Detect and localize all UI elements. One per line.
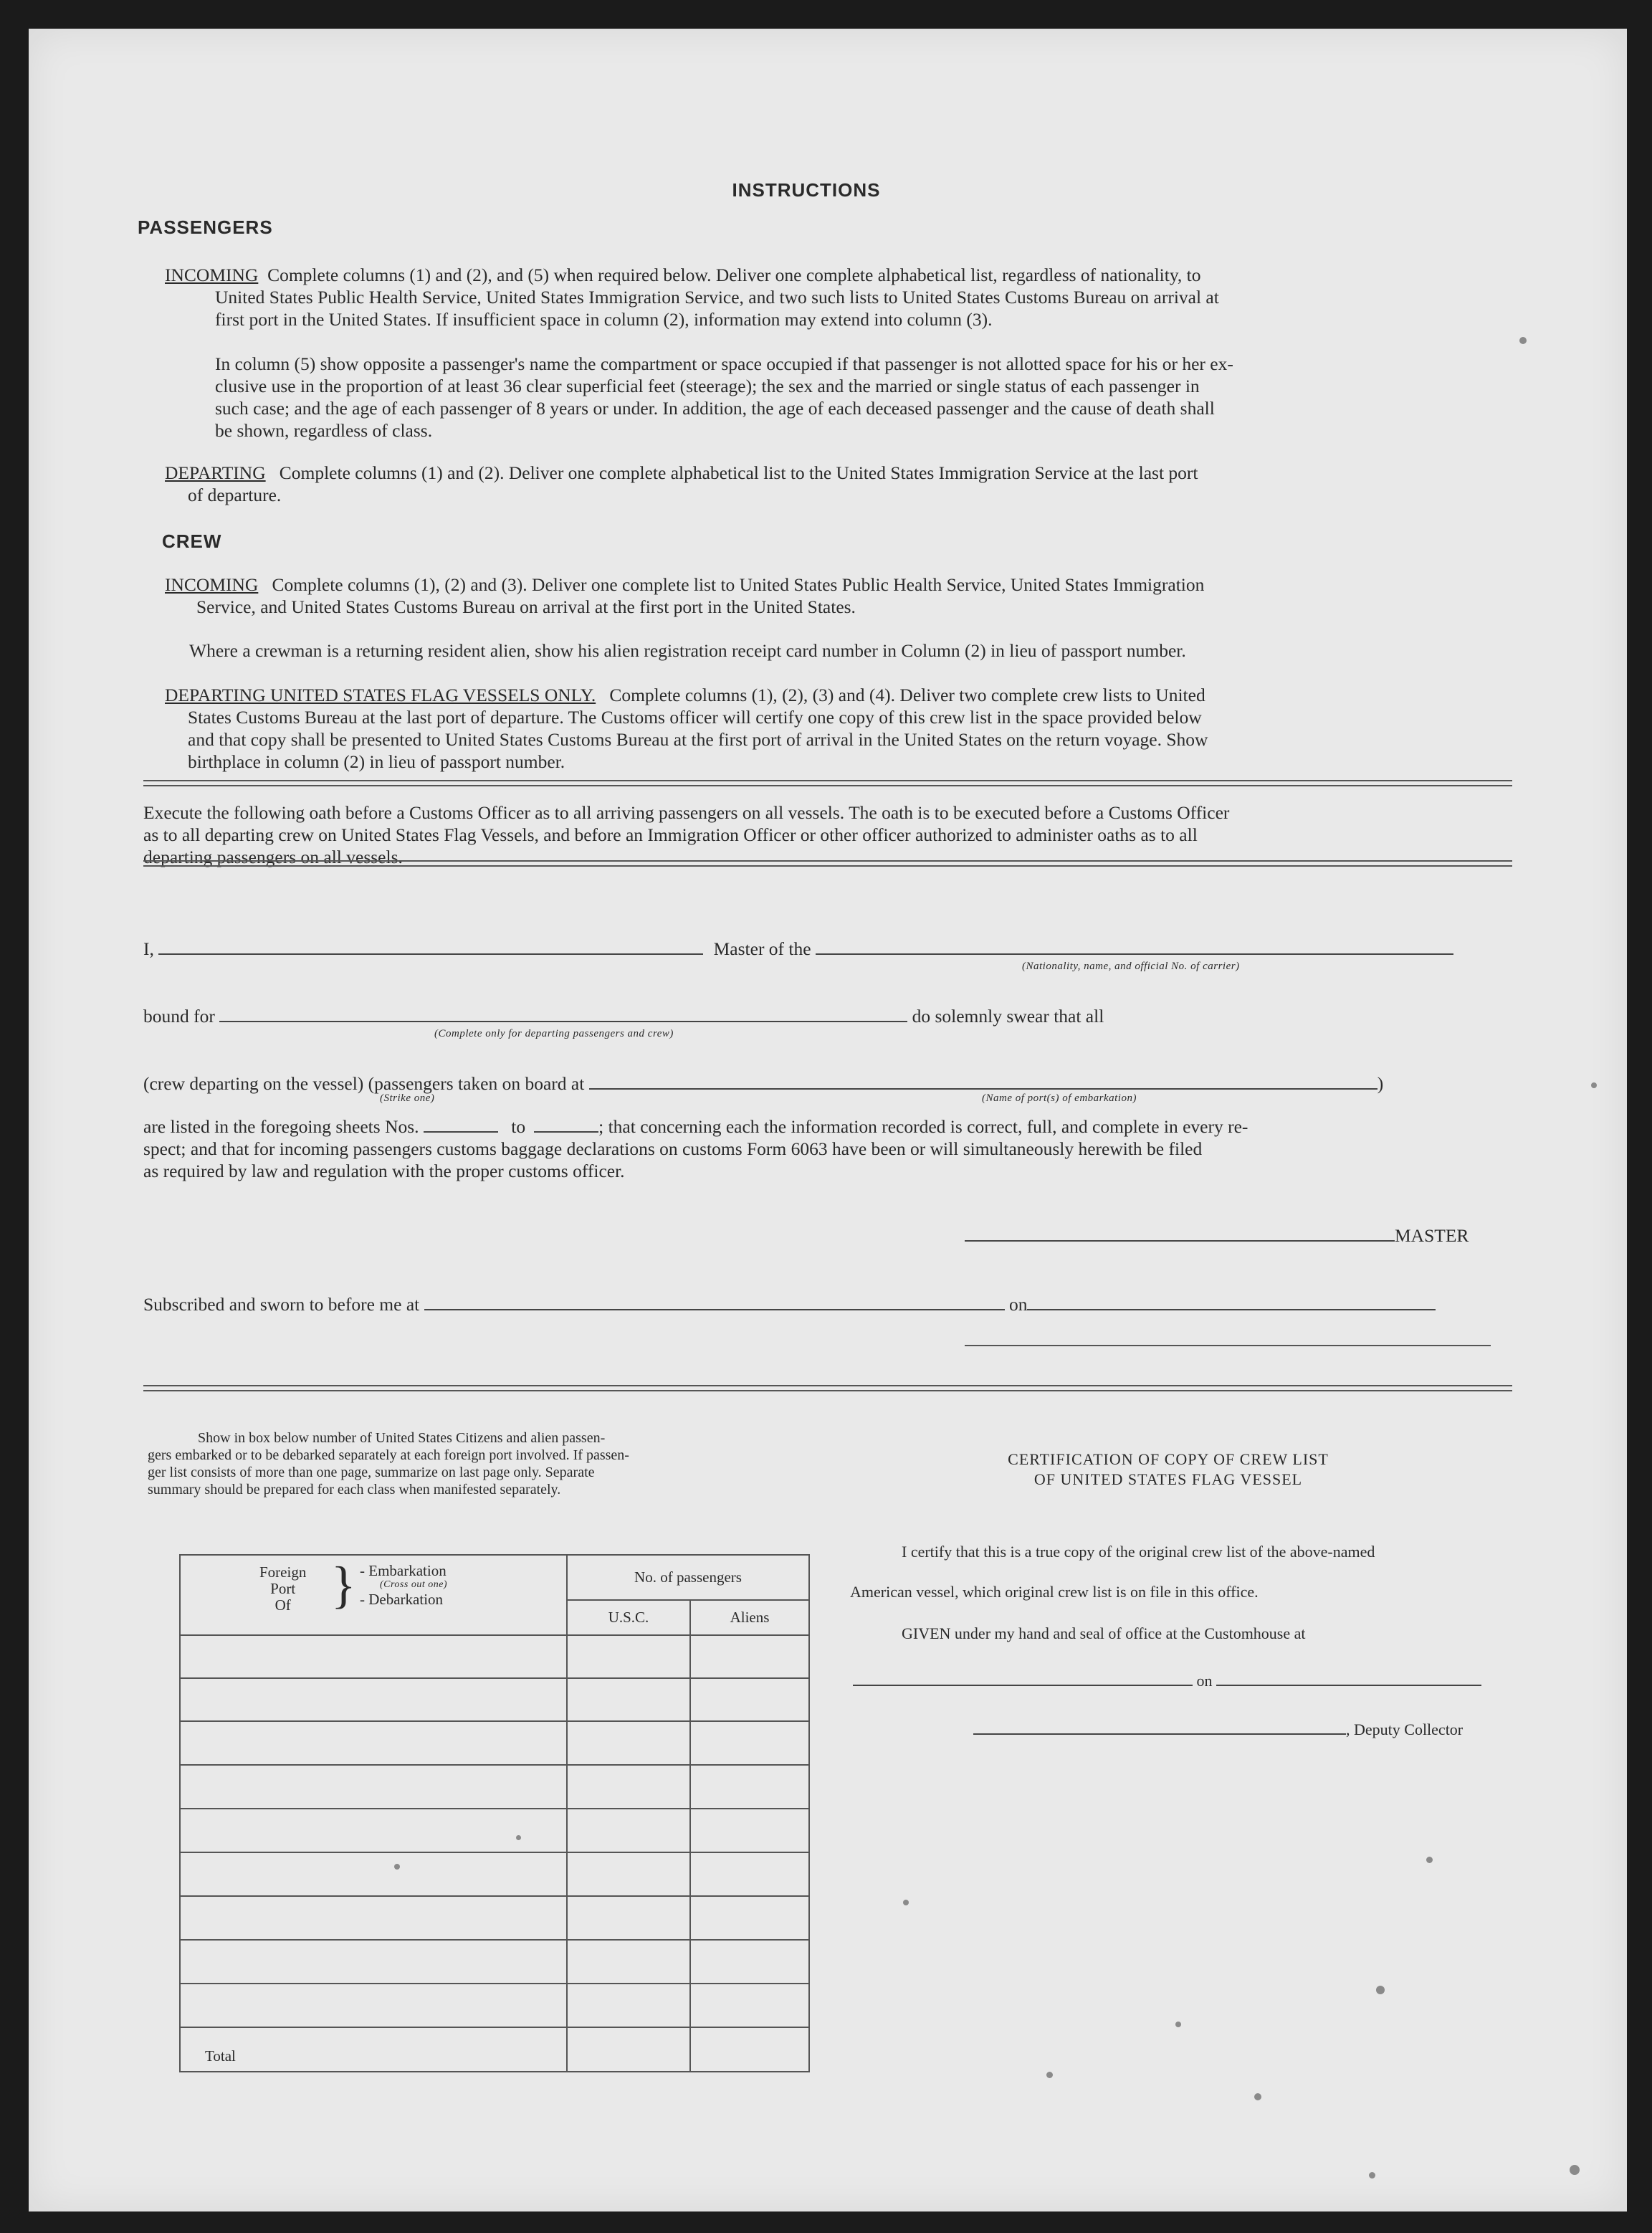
crew-departing-label: DEPARTING UNITED STATES FLAG VESSELS ONLY. [165,685,596,705]
sworn-place-field[interactable] [424,1308,1005,1310]
total-row[interactable] [180,2027,809,2072]
customhouse-date-field[interactable] [1216,1684,1481,1686]
scan-speck [516,1835,521,1840]
table-row[interactable] [180,1678,809,1721]
scan-speck [1570,2165,1580,2175]
sheet-from-field[interactable] [424,1130,498,1133]
strike-one-caption: (Strike one) [380,1092,435,1104]
oath-line-bound: bound for do solemnly swear that all [143,1006,1104,1027]
oath-intro: Execute the following oath before a Customs Officer as to all arriving passengers on all vessels. The oath is to be executed before a Customs Officer as to all departing crew on United States Flag Vessels, and before an Immigration Officer or other officer authorized to administer oaths as to all departing passengers on all vessels. [143,802,1230,867]
deputy-collector-field[interactable] [973,1733,1346,1735]
brace-icon: } [331,1556,356,1614]
table-row[interactable] [180,1635,809,1678]
summary-note: Show in box below number of United States Citizens and alien passen- gers embarked or to be debarked separately at each foreign port involved. If passen- ger list consists of more than one page, summarize on last page only. Separate summary should be prepared for each class when manifested separately. [148,1430,629,1498]
total-label: Total [180,2027,567,2072]
passengers-departing-section: DEPARTING Complete columns (1) and (2). Deliver one complete alphabetical list to the United States Immigration Service at the last port of departure. [165,462,1198,505]
section-divider [143,860,1512,867]
sheet-to-field[interactable] [534,1130,598,1133]
certification-given: GIVEN under my hand and seal of office at the Customhouse at [902,1624,1306,1642]
customhouse-place-field[interactable] [853,1684,1193,1686]
table-row[interactable] [180,1852,809,1896]
ports-caption: (Name of port(s) of embarkation) [982,1092,1137,1104]
scan-speck [1519,337,1527,344]
crew-incoming-section: INCOMING Complete columns (1), (2) and (3). Deliver one complete list to United States Public Health Service, United States Immigration Service, and United States Customs Bureau on arrival at the first port in the United States. [165,574,1205,617]
scan-speck [1376,1986,1385,1994]
table-row[interactable] [180,1765,809,1809]
scan-speck [1369,2172,1375,2179]
subscribed-line: Subscribed and sworn to before me at on [143,1293,1512,1315]
column-5-instructions: In column (5) show opposite a passenger's name the compartment or space occupied if that passenger is not allotted space for his or her ex- clusive use in the proportion of at least 36 clear superficial feet (steerage); the sex and the married or single status of each passenger in such case; and the age of each passenger of 8 years or under. In addition, the age of each deceased passenger and the cause of death shall be shown, regardless of class. [215,353,1233,441]
scan-speck [1426,1857,1433,1863]
embarkation-option[interactable]: - Embarkation [360,1562,447,1579]
foreign-port-header: Foreign Port Of } - Embarkation (Cross out one) - Debarkation [180,1555,567,1635]
master-signature-field[interactable] [965,1239,1395,1242]
scan-speck [903,1900,909,1905]
scan-speck [1046,2072,1053,2078]
aliens-header: Aliens [690,1600,809,1635]
certification-line-2: American vessel, which original crew list is on file in this office. [850,1583,1259,1601]
table-row[interactable] [180,1984,809,2027]
embarkation-port-field[interactable] [589,1087,1378,1090]
section-divider [143,780,1512,786]
departing-label: DEPARTING [165,462,266,483]
sworn-date-field[interactable] [1027,1308,1436,1310]
carrier-caption: (Nationality, name, and official No. of carrier) [1022,961,1240,972]
bound-caption: (Complete only for departing passengers and crew) [434,1028,674,1039]
incoming-label: INCOMING [165,265,259,285]
deputy-collector-line: , Deputy Collector [973,1720,1463,1739]
debarkation-option[interactable]: - Debarkation [360,1591,444,1608]
table-row[interactable] [180,1940,809,1984]
crewman-resident-note: Where a crewman is a returning resident alien, show his alien registration receipt card number in Column (2) in lieu of passport number. [189,640,1186,661]
master-name-field[interactable] [158,953,703,955]
passengers-incoming-section [165,264,1484,330]
no-of-passengers-header: No. of passengers [567,1555,809,1600]
crew-heading: CREW [162,530,222,552]
master-signature-line: MASTER [965,1224,1469,1247]
passengers-incoming-line-2: United States Public Health Service, United States Immigration Service, and two such lists to United States Customs Bureau on arrival at [215,287,1219,308]
page-title: INSTRUCTIONS [732,179,881,201]
scan-speck [1254,2093,1261,2100]
officer-signature-line[interactable] [965,1345,1491,1346]
form-page [29,29,1627,2211]
table-row[interactable] [180,1809,809,1852]
oath-line-master: I, Master of the [143,938,1512,960]
customhouse-line: on [853,1672,1481,1690]
crew-incoming-label: INCOMING [165,574,259,595]
table-row[interactable] [180,1721,809,1765]
passenger-summary-table [179,1554,810,2072]
crew-departing-section: DEPARTING UNITED STATES FLAG VESSELS ONLY. Complete columns (1), (2), (3) and (4). Deliver two complete crew lists to United States Customs Bureau at the last port of departure. The Customs officer will certify one copy of this crew list in the space provided below and that copy shall be presented to United States Customs Bureau at the first port of arrival in the United States on the return voyage. Show birthplace in column (2) in lieu of passport number. [165,685,1208,772]
table-row[interactable] [180,1896,809,1940]
section-divider [143,1385,1512,1391]
scan-speck [1175,2022,1181,2027]
usc-header: U.S.C. [567,1600,690,1635]
scan-speck [394,1864,400,1870]
certification-title: CERTIFICATION OF COPY OF CREW LIST OF UNITED STATES FLAG VESSEL [1008,1450,1329,1488]
certification-line-1: I certify that this is a true copy of the original crew list of the above-named [902,1543,1375,1561]
oath-listed-paragraph: are listed in the foregoing sheets Nos. to ; that concerning each the information recorded is correct, full, and complete in every re- spect; and that for incoming passengers customs baggage declarations on customs Form 6063 have been or will simultaneously herewith be filed as required by law and regulation with the proper customs officer. [143,1116,1248,1181]
passengers-heading: PASSENGERS [138,216,273,238]
passengers-incoming-line-1: INCOMING Complete columns (1) and (2), and (5) when required below. Deliver one complete alphabetical list, regardless of nationality, to [165,265,1201,285]
scan-speck [1591,1082,1597,1088]
passengers-incoming-line-3: first port in the United States. If insufficient space in column (2), information may extend into column (3). [215,309,993,330]
carrier-field[interactable] [816,953,1453,955]
bound-for-field[interactable] [219,1020,907,1022]
oath-line-crew: (crew departing on the vessel) (passengers taken on board at ) [143,1073,1384,1094]
